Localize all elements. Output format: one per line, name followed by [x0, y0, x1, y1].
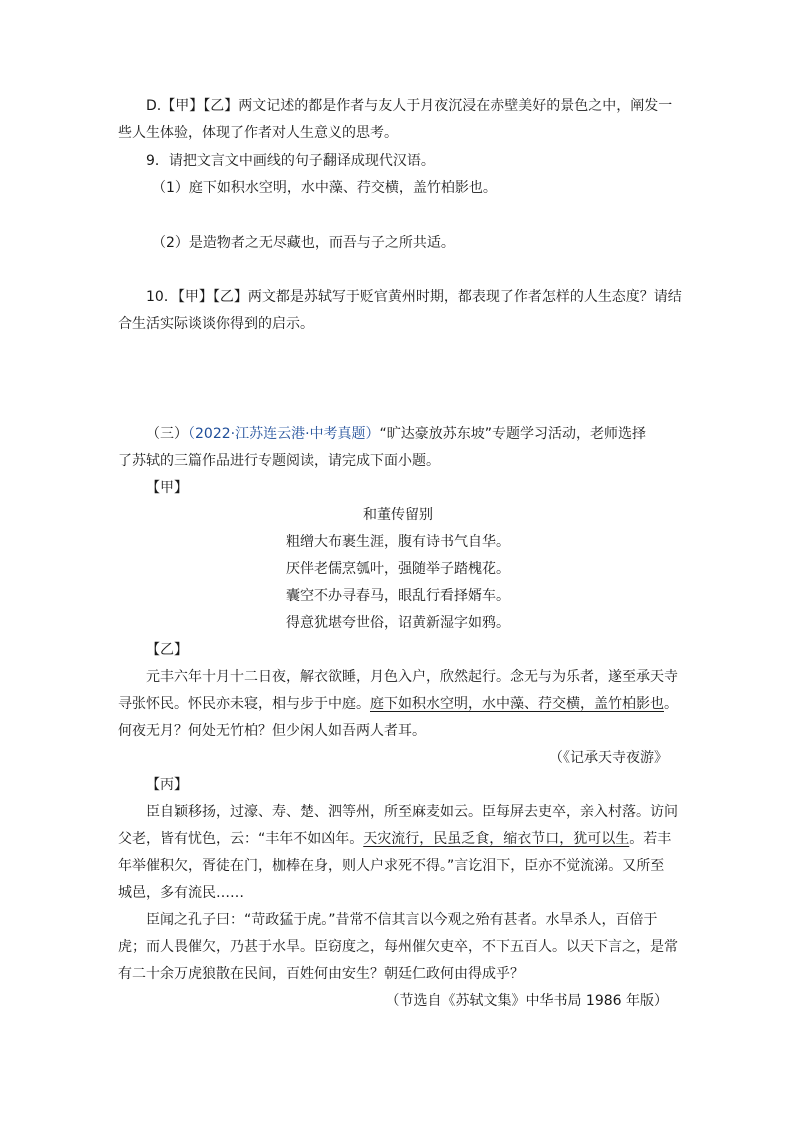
- bing-line6: 虎；而人畏催欠，乃甚于水旱。臣窃度之，每州催欠吏卒，不下五百人。以天下言之，是常: [118, 939, 678, 955]
- bing-source: （节选自《苏轼文集》中华书局 1986 年版）: [385, 993, 668, 1009]
- bing-underlined-sentence: 天灾流行，民虽乏食，缩衣节口，犹可以生: [363, 831, 630, 847]
- bing-line2-end: 。若丰: [629, 831, 672, 847]
- jia-poem-line: 囊空不办寻春马，眼乱行看择婿车。: [286, 588, 510, 604]
- yi-line3: 何夜无月？何处无竹柏？但少闲人如吾两人者耳。: [118, 723, 426, 739]
- q9-stem: 9．请把文言文中画线的句子翻译成现代汉语。: [146, 153, 435, 169]
- bing-label: 【丙】: [146, 777, 188, 793]
- section3-intro-line2: 了苏轼的三篇作品进行专题阅读，请完成下面小题。: [118, 453, 440, 469]
- bing-line4: 城邑，多有流民……: [118, 885, 244, 901]
- section3-number: （三）: [146, 426, 188, 442]
- yi-label: 【乙】: [146, 642, 188, 658]
- bing-line3: 年举催积欠，胥徒在门，枷棒在身，则人户求死不得。”言讫泪下，臣亦不觉流涕。又所至: [118, 858, 665, 874]
- q10-line1: 10．【甲】【乙】两文都是苏轼写于贬官黄州时期，都表现了作者怎样的人生态度？请结: [146, 289, 682, 305]
- q9-item2: （2）是造物者之无尽藏也，而吾与子之所共适。: [152, 235, 455, 251]
- yi-line2-plain: 寻张怀民。怀民亦未寝，相与步于中庭。: [118, 696, 370, 712]
- q8-option-d-line2: 些人生体验，体现了作者对人生意义的思考。: [118, 125, 398, 141]
- yi-source: （《记承天寺夜游》: [549, 750, 668, 766]
- jia-poem-line: 厌伴老儒烹瓠叶，强随举子踏槐花。: [286, 561, 510, 577]
- yi-line2: [118, 694, 678, 714]
- bing-line7: 有二十余万虎狼散在民间，百姓何由安生？朝廷仁政何由得成乎？: [118, 966, 524, 982]
- section3-intro-line1: [146, 424, 706, 444]
- q10-line2: 合生活实际谈谈你得到的启示。: [118, 316, 314, 332]
- section3-source: （2022·江苏连云港·中考真题）: [188, 426, 380, 442]
- q8-option-d-line1: D.【甲】【乙】两文记述的都是作者与友人于月夜沉浸在赤壁美好的景色之中，阐发一: [146, 98, 673, 114]
- bing-line5: 臣闻之孔子曰：“苛政猛于虎。”昔常不信其言以今观之殆有甚者。水旱杀人，百倍于: [146, 912, 658, 928]
- bing-line2: [118, 829, 678, 849]
- bing-line2-plain: 父老，皆有忧色，云：“丰年不如凶年。: [118, 831, 364, 847]
- jia-poem-line: 粗缯大布裹生涯，腹有诗书气自华。: [286, 534, 510, 550]
- yi-line1: 元丰六年十月十二日夜，解衣欲睡，月色入户，欣然起行。念无与为乐者，遂至承天寺: [146, 669, 678, 685]
- yi-underlined-sentence: 庭下如积水空明，水中藻、荇交横，盖竹柏影也: [370, 696, 664, 712]
- jia-poem-title: 和董传留别: [363, 507, 433, 523]
- jia-label: 【甲】: [146, 480, 188, 496]
- yi-line2-end: 。: [664, 696, 678, 712]
- section3-intro-rest: “旷达豪放苏东坡”专题学习活动，老师选择: [379, 426, 647, 442]
- jia-poem-line: 得意犹堪夸世俗，诏黄新湿字如鸦。: [286, 615, 510, 631]
- q9-item1: （1）庭下如积水空明，水中藻、荇交横，盖竹柏影也。: [152, 180, 497, 196]
- bing-line1: 臣自颖移扬，过濠、寿、楚、泗等州，所至麻麦如云。臣每屏去吏卒，亲入村落。访问: [146, 804, 678, 820]
